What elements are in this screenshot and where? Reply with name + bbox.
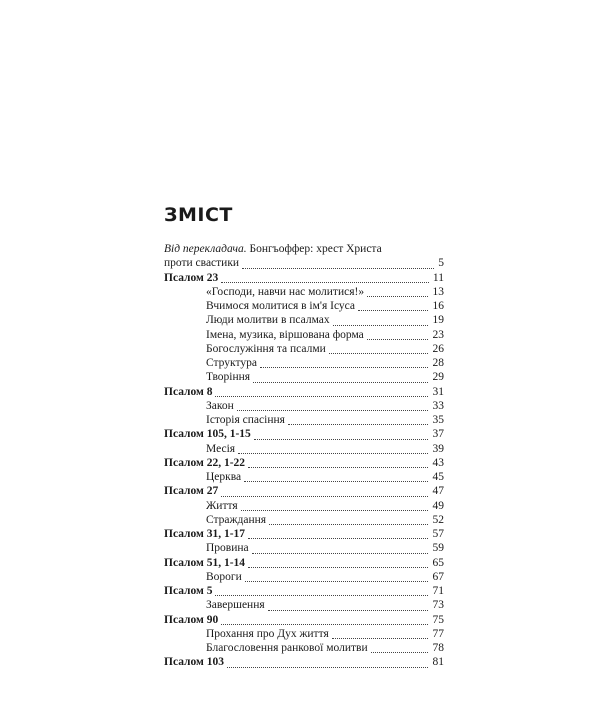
toc-page-number: 16 — [432, 300, 444, 312]
toc-leader-dots — [253, 382, 428, 383]
toc-page-number: 65 — [432, 556, 444, 569]
toc-page-number: 78 — [432, 642, 444, 654]
toc-leader-dots — [332, 638, 428, 639]
toc-subentry — [164, 570, 444, 584]
toc-entry-title: Страждання — [206, 513, 267, 526]
toc-psalm-entry — [164, 527, 444, 541]
toc-entry-title: Історія спасіння — [206, 414, 285, 426]
toc-page-number: 67 — [432, 570, 444, 583]
toc-entry-title: Псалом 51, 1-14 — [164, 556, 246, 569]
toc-entry-title: Структура — [206, 357, 257, 369]
toc-page-number: 49 — [432, 499, 444, 512]
toc-leader-dots — [248, 567, 428, 568]
toc-entry-title: Імена, музика, віршована форма — [206, 328, 364, 341]
toc-leader-dots — [254, 439, 428, 440]
toc-intro-title — [164, 242, 382, 256]
toc-entry-title: Псалом 22, 1-22 — [164, 456, 246, 469]
toc-entry-title: Прохання про Дух життя — [206, 627, 329, 640]
toc-subentry — [164, 442, 444, 456]
toc-entry-title: Закон — [206, 399, 234, 412]
toc-subentry — [164, 285, 444, 299]
toc-page-number: 13 — [432, 285, 444, 298]
toc-entry-title: Церква — [206, 471, 242, 483]
toc-psalm-entry — [164, 655, 444, 669]
toc-entry-title: Псалом 105, 1-15 — [164, 428, 251, 441]
toc-page-number: 23 — [432, 328, 444, 341]
toc-page-number: 75 — [432, 613, 444, 626]
toc-leader-dots — [269, 524, 428, 525]
toc-entry-title: «Господи, навчи нас молитися!» — [206, 285, 365, 298]
toc-leader-dots — [221, 282, 429, 283]
toc-page-number: 31 — [432, 385, 444, 398]
toc-entry-title: Вороги — [206, 570, 242, 583]
toc-leader-dots — [237, 410, 428, 411]
toc-page-number: 52 — [432, 513, 444, 526]
toc-leader-dots — [215, 396, 428, 397]
toc-psalm-entry — [164, 613, 444, 627]
toc-subentry — [164, 413, 444, 427]
toc-intro-line-1 — [164, 242, 444, 256]
toc-entry-title: Життя — [206, 499, 238, 512]
toc-subentry — [164, 513, 444, 527]
toc-psalm-entry — [164, 584, 444, 598]
toc-leader-dots — [252, 553, 428, 554]
toc-page-number: 47 — [432, 485, 444, 498]
toc-entry-title: Псалом 8 — [164, 385, 213, 398]
toc-entry-title: Благословення ранкової молитви — [206, 642, 368, 654]
toc-leader-dots — [358, 310, 428, 311]
toc-leader-dots — [367, 339, 428, 340]
toc-page-number: 35 — [432, 414, 444, 426]
toc-page-number: 71 — [432, 585, 444, 597]
toc-entry-title: Творіння — [206, 371, 251, 384]
toc-subentry — [164, 641, 444, 655]
toc-subentry — [164, 499, 444, 513]
toc-entry-title: Псалом 23 — [164, 271, 219, 284]
toc-leader-dots — [244, 481, 428, 482]
toc-subentry — [164, 541, 444, 555]
toc-entry-title: Псалом 5 — [164, 585, 213, 597]
toc-subentry — [164, 399, 444, 413]
toc-leader-dots — [288, 424, 428, 425]
toc-intro-title-continued: проти свастики — [164, 257, 240, 270]
toc-entry-title: Псалом 90 — [164, 613, 219, 626]
toc-page-number: 59 — [432, 542, 444, 555]
toc-leader-dots — [221, 496, 428, 497]
toc-intro-prefix: Від перекладача. — [164, 243, 247, 255]
toc-leader-dots — [242, 268, 434, 269]
toc-subentry — [164, 370, 444, 384]
toc-page-number: 19 — [432, 314, 444, 327]
toc-leader-dots — [238, 453, 428, 454]
toc-leader-dots — [268, 610, 428, 611]
toc-leader-dots — [215, 595, 428, 596]
toc-entry-title: Богослужіння та псалми — [206, 342, 326, 355]
toc-subentry — [164, 313, 444, 327]
toc-page-number: 77 — [432, 627, 444, 640]
toc-leader-dots — [221, 624, 428, 625]
toc-subentry — [164, 342, 444, 356]
toc-leader-dots — [333, 325, 428, 326]
toc-leader-dots — [227, 667, 428, 668]
toc-psalm-entry — [164, 427, 444, 441]
toc-entry-title: Псалом 31, 1-17 — [164, 528, 246, 540]
toc-psalm-entry — [164, 484, 444, 498]
toc-psalm-entry — [164, 385, 444, 399]
toc-page-number: 43 — [432, 456, 444, 469]
toc-subentry — [164, 356, 444, 370]
toc-page-number: 26 — [432, 342, 444, 355]
toc-subentry — [164, 598, 444, 612]
toc-leader-dots — [371, 652, 428, 653]
page-title: ЗМІСТ — [164, 204, 233, 226]
toc-page-number: 57 — [432, 528, 444, 540]
toc-entry-title: Провина — [206, 542, 249, 555]
toc-page-number: 39 — [432, 442, 444, 455]
toc-intro-line-2 — [164, 256, 444, 270]
toc-psalm-entry — [164, 556, 444, 570]
toc-subentry — [164, 299, 444, 313]
toc-page-number: 29 — [432, 371, 444, 384]
toc-page-number: 11 — [432, 271, 444, 284]
toc-intro-title-rest: Бонгъоффер: хрест Христа — [246, 243, 382, 255]
toc-subentry — [164, 328, 444, 342]
toc-intro-page-number: 5 — [438, 257, 444, 270]
toc-entry-title: Завершення — [206, 599, 265, 612]
toc-entry-title: Вчимося молитися в ім'я Ісуса — [206, 300, 356, 312]
toc-entry-title: Псалом 103 — [164, 656, 224, 669]
toc-subentry — [164, 470, 444, 484]
table-of-contents — [164, 242, 444, 670]
toc-entry-title: Месія — [206, 442, 236, 455]
toc-entry-title: Псалом 27 — [164, 485, 219, 498]
toc-page-number: 81 — [432, 656, 444, 669]
toc-leader-dots — [248, 538, 428, 539]
toc-page-number: 28 — [432, 357, 444, 369]
toc-page-number: 45 — [432, 471, 444, 483]
toc-leader-dots — [329, 353, 428, 354]
toc-page-number: 73 — [432, 599, 444, 612]
toc-subentry — [164, 627, 444, 641]
toc-leader-dots — [245, 581, 428, 582]
toc-leader-dots — [241, 510, 428, 511]
toc-page-number: 37 — [432, 428, 444, 441]
toc-leader-dots — [248, 467, 428, 468]
toc-leader-dots — [260, 367, 428, 368]
toc-psalm-entry — [164, 271, 444, 285]
toc-entry-title: Люди молитви в псалмах — [206, 314, 330, 327]
toc-psalm-entry — [164, 456, 444, 470]
toc-page-number: 33 — [432, 399, 444, 412]
toc-leader-dots — [367, 296, 428, 297]
